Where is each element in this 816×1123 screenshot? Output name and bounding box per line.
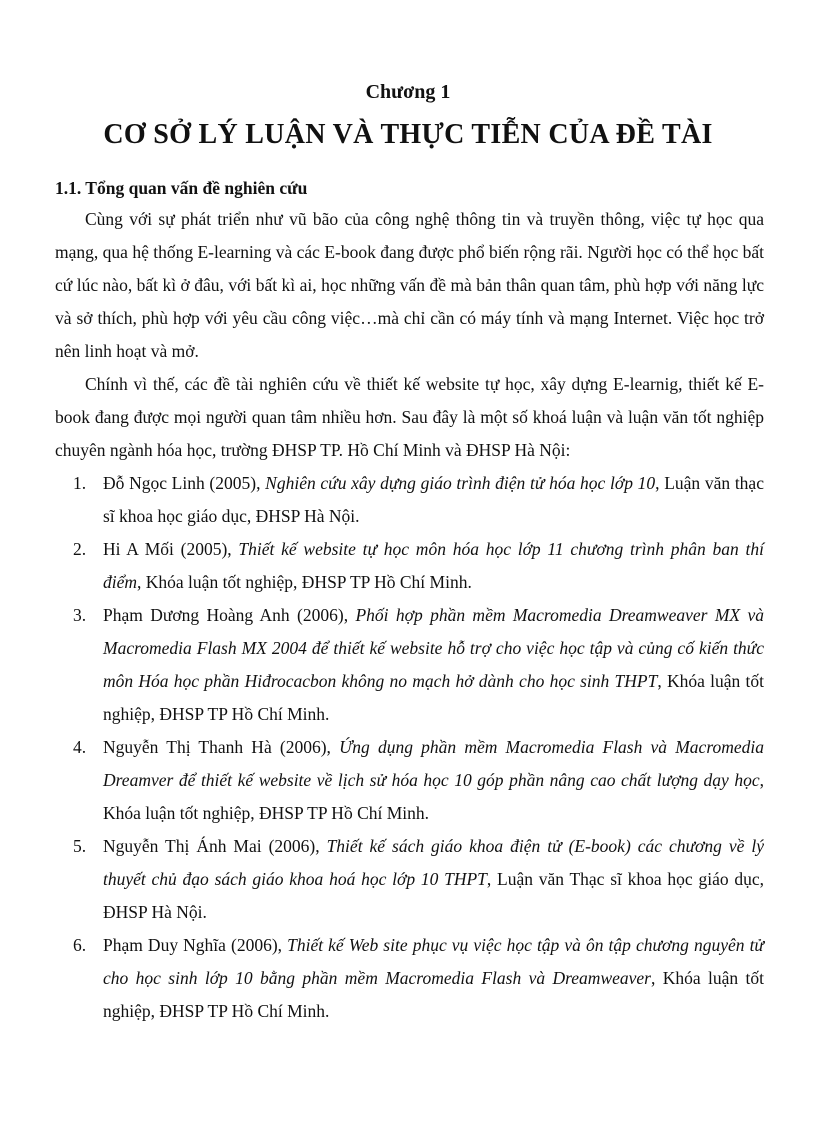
paragraph-intro: Cùng với sự phát triển như vũ bão của công nghệ thông tin và truyền thông, việc tự học qua mạng, qua hệ thống E-learning và các E-book đang được phổ biến rộng rãi. Người học có thể học bất cứ lúc nào, bất kì ở đâu, với bất kì ai, học những vấn đề mà bản thân quan tâm, phù hợp với năng lực và sở thích, phù hợp với yêu cầu công việc…mà chỉ cần có máy tính và mạng Internet. Việc học trở nên linh hoạt và mở. [55, 209, 764, 361]
reference-title: Thiết kế Web site phục vụ việc học tập và ôn tập chương nguyên tử cho học sinh lớp 10 bằng phần mềm Macromedia Flash và Dreamweaver [103, 935, 764, 988]
reference-item [73, 467, 764, 533]
reference-title: Ứng dụng phần mềm Macromedia Flash và Macromedia Dreamver để thiết kế website về lịch sử hóa học 10 góp phần nâng cao chất lượng dạy học [103, 737, 765, 790]
reference-number: 2. [73, 539, 87, 559]
reference-item [73, 929, 764, 1028]
reference-details: , Khóa luận tốt nghiệp, ĐHSP TP Hồ Chí Minh. [103, 968, 764, 1021]
reference-item [73, 533, 764, 599]
reference-title: Phối hợp phần mềm Macromedia Dreamweaver MX và Macromedia Flash MX 2004 để thiết kế website hỗ trợ cho việc học tập và củng cố kiến thức môn Hóa học phần Hiđrocacbon không no mạch hở dành cho học sinh THPT [103, 605, 764, 691]
reference-title: Nghiên cứu xây dựng giáo trình điện tử hóa học lớp 10 [265, 473, 656, 493]
reference-number: 1. [73, 473, 87, 493]
reference-number: 6. [73, 935, 87, 955]
reference-number: 4. [73, 737, 87, 757]
reference-author: Phạm Dương Hoàng Anh (2006), [103, 605, 356, 625]
reference-details: , Luận văn Thạc sĩ khoa học giáo dục, ĐHSP Hà Nội. [103, 869, 764, 922]
section-heading: 1.1. Tổng quan vấn đề nghiên cứu [55, 178, 308, 198]
reference-details: , Khóa luận tốt nghiệp, ĐHSP TP Hồ Chí Minh. [103, 671, 764, 724]
reference-item [73, 731, 764, 830]
paragraph-references-intro: Chính vì thế, các đề tài nghiên cứu về thiết kế website tự học, xây dựng E-learnig, thiết kế E-book đang được mọi người quan tâm nhiều hơn. Sau đây là một số khoá luận và luận văn tốt nghiệp chuyên ngành hóa học, trường ĐHSP TP. Hồ Chí Minh và ĐHSP Hà Nội: [55, 374, 764, 460]
reference-details: , Khóa luận tốt nghiệp, ĐHSP TP Hồ Chí Minh. [103, 770, 764, 823]
chapter-label: Chương 1 [365, 81, 451, 103]
reference-number: 3. [73, 605, 87, 625]
reference-list [55, 467, 764, 1028]
reference-title: Thiết kế sách giáo khoa điện tử (E-book) các chương về lý thuyết chủ đạo sách giáo khoa hoá học lớp 10 THPT [103, 836, 764, 889]
reference-author: Nguyễn Thị Ánh Mai (2006), [103, 836, 327, 856]
reference-number: 5. [73, 836, 87, 856]
reference-item [73, 830, 764, 929]
reference-author: Nguyễn Thị Thanh Hà (2006), [103, 737, 340, 757]
chapter-title: CƠ SỞ LÝ LUẬN VÀ THỰC TIỄN CỦA ĐỀ TÀI [103, 119, 713, 150]
reference-author: Đỗ Ngọc Linh (2005), [103, 473, 266, 493]
reference-author: Phạm Duy Nghĩa (2006), [103, 935, 288, 955]
reference-details: , Luận văn thạc sĩ khoa học giáo dục, ĐHSP Hà Nội. [103, 473, 764, 526]
reference-author: Hi A Mối (2005), [103, 539, 239, 559]
reference-item [73, 599, 764, 731]
reference-title: Thiết kế website tự học môn hóa học lớp 11 chương trình phân ban thí điểm [103, 539, 764, 592]
section-body [55, 203, 764, 1028]
reference-details: , Khóa luận tốt nghiệp, ĐHSP TP Hồ Chí Minh. [137, 572, 472, 592]
